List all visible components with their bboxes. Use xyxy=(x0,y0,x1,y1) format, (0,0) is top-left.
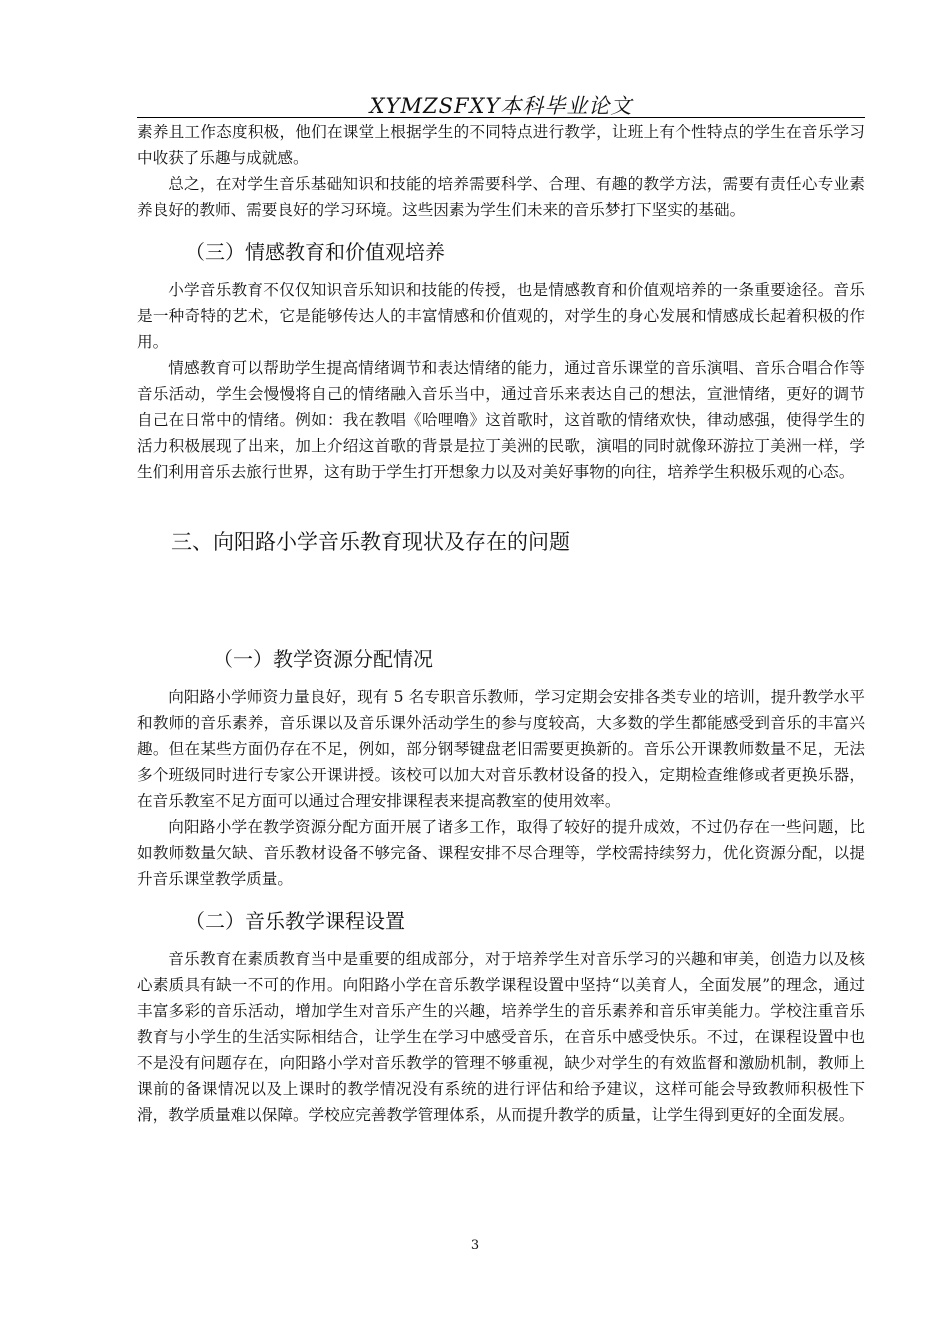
paragraph: 总之，在对学生音乐基础知识和技能的培养需要科学、合理、有趣的教学方法，需要有责任心专业素养良好的教师、需要良好的学习环境。这些因素为学生们未来的音乐梦打下坚实的基础。 xyxy=(137,175,865,219)
running-header: XYMZSFXY本科毕业论文 xyxy=(369,94,633,118)
page-number: 3 xyxy=(470,1238,480,1253)
subsection-heading-curriculum: （二）音乐教学课程设置 xyxy=(185,909,405,933)
subsection-heading-emotion: （三）情感教育和价值观培养 xyxy=(185,240,445,264)
paragraph: 小学音乐教育不仅仅知识音乐知识和技能的传授，也是情感教育和价值观培养的一条重要途径。音乐是一种奇特的艺术，它是能够传达人的丰富情感和价值观的，对学生的身心发展和情感成长起着积极的作用。 xyxy=(137,281,865,351)
header-rule xyxy=(137,117,865,118)
body-text xyxy=(137,119,865,1128)
paragraph: 向阳路小学师资力量良好，现有 5 名专职音乐教师，学习定期会安排各类专业的培训，提升教学水平和教师的音乐素养，音乐课以及音乐课外活动学生的参与度较高，大多数的学生都能感受到音乐的丰富兴趣。但在某些方面仍存在不足，例如，部分钢琴键盘老旧需要更换新的。音乐公开课教师数量不足，无法多个班级同时进行专家公开课讲授。该校可以加大对音乐教材设备的投入，定期检查维修或者更换乐器，在音乐教室不足方面可以通过合理安排课程表来提高教室的使用效率。 xyxy=(137,688,865,810)
spacer xyxy=(137,557,865,630)
subsection-heading-resources: （一）教学资源分配情况 xyxy=(213,647,433,671)
paragraph: 素养且工作态度积极，他们在课堂上根据学生的不同特点进行教学，让班上有个性特点的学生在音乐学习中收获了乐趣与成就感。 xyxy=(137,123,865,167)
section-heading: 三、向阳路小学音乐教育现状及存在的问题 xyxy=(171,530,570,554)
paragraph: 情感教育可以帮助学生提高情绪调节和表达情绪的能力，通过音乐课堂的音乐演唱、音乐合唱合作等音乐活动，学生会慢慢将自己的情绪融入音乐当中，通过音乐来表达自己的想法，宣泄情绪，更好的调节自己在日常中的情绪。例如：我在教唱《哈哩噜》这首歌时，这首歌的情绪欢快，律动感强，使得学生的活力积极展现了出来，加上介绍这首歌的背景是拉丁美洲的民歌，演唱的同时就像环游拉丁美洲一样，学生们利用音乐去旅行世界，这有助于学生打开想象力以及对美好事物的向往，培养学生积极乐观的心态。 xyxy=(137,359,865,481)
paragraph: 音乐教育在素质教育当中是重要的组成部分，对于培养学生对音乐学习的兴趣和审美，创造力以及核心素质具有缺一不可的作用。向阳路小学在音乐教学课程设置中坚持“以美育人，全面发展”的理念，通过丰富多彩的音乐活动，增加学生对音乐产生的兴趣，培养学生的音乐素养和音乐审美能力。学校注重音乐教育与小学生的生活实际相结合，让学生在学习中感受音乐，在音乐中感受快乐。不过，在课程设置中也不是没有问题存在，向阳路小学对音乐教学的管理不够重视，缺少对学生的有效监督和激励机制，教师上课前的备课情况以及上课时的教学情况没有系统的进行评估和给予建议，这样可能会导致教师积极性下滑，教学质量难以保障。学校应完善教学管理体系，从而提升教学的质量，让学生得到更好的全面发展。 xyxy=(137,950,865,1124)
paragraph: 向阳路小学在教学资源分配方面开展了诸多工作，取得了较好的提升成效，不过仍存在一些问题，比如教师数量欠缺、音乐教材设备不够完备、课程安排不尽合理等，学校需持续努力，优化资源分配，以提升音乐课堂教学质量。 xyxy=(137,818,865,888)
